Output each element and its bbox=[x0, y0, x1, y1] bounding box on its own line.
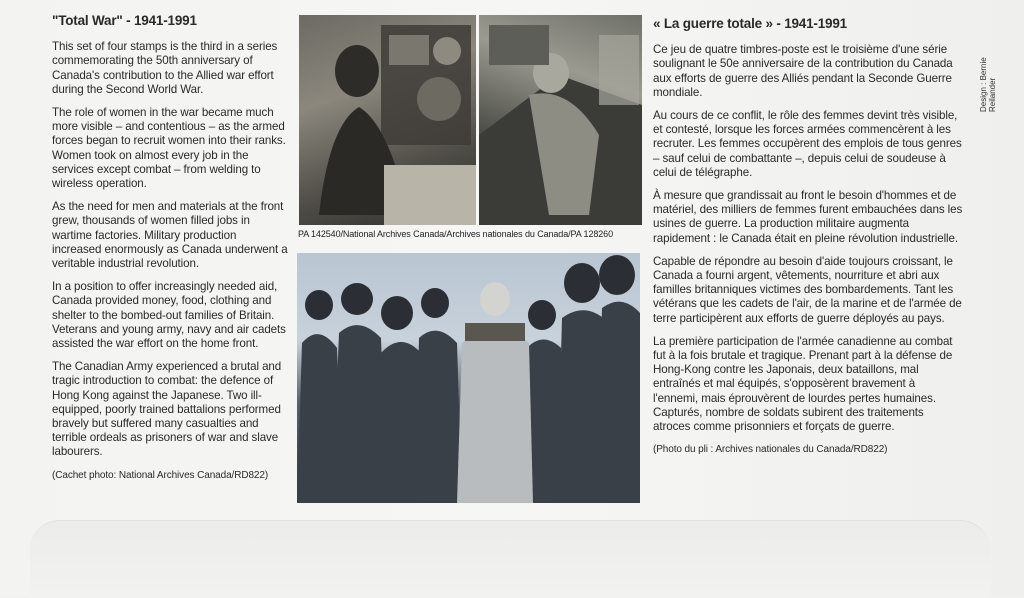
photo-air-cadets-art bbox=[297, 253, 640, 503]
english-paragraph: The Canadian Army experienced a brutal and tragic introduction to combat: the defence of Hong Kong against the Japanese. Two ill-equipped, poorly trained battalions performed bravely but suffered many casualties and terrible ordeals as prisoners of war and slave labourers. bbox=[52, 360, 282, 459]
photo-wireless-operator-art bbox=[299, 15, 476, 225]
photo-archive-caption: PA 142540/National Archives Canada/Archives nationales du Canada/PA 128260 bbox=[298, 229, 613, 239]
french-paragraph: Capable de répondre au besoin d'aide toujours croissant, le Canada a fourni argent, vêtements, nourriture et abri aux familles britanniques victimes des bombardements. Tant les vétérans que les cadets de l'air, de la marine et de l'armée de terre participèrent aux efforts de guerre déployés au pays. bbox=[653, 254, 962, 325]
photo-wireless-operator bbox=[299, 15, 476, 225]
french-title: « La guerre totale » - 1941-1991 bbox=[653, 16, 847, 31]
english-paragraph: This set of four stamps is the third in a series commemorating the 50th anniversary of Canada's contribution to the Allied war effort during the Second World War. bbox=[52, 40, 278, 96]
english-cachet-caption: (Cachet photo: National Archives Canada/RD822) bbox=[52, 469, 269, 481]
french-cachet-caption: (Photo du pli : Archives nationales du Canada/RD822) bbox=[653, 444, 888, 456]
english-title: "Total War" - 1941-1991 bbox=[52, 13, 197, 28]
photo-air-cadets bbox=[297, 253, 640, 503]
photo-factory-worker-art bbox=[479, 15, 642, 225]
english-column bbox=[52, 14, 288, 483]
english-paragraph: As the need for men and materials at the front grew, thousands of women filled jobs in wartime factories. Military production increased enormously as Canada underwent a veritable industrial revolution. bbox=[52, 200, 288, 271]
french-paragraph: La première participation de l'armée canadienne au combat fut à la fois brutale et tragique. Prenant part à la défense de Hong-Kong contre les Japonais, deux bataillons, mal entraînés et mal équipés, s'opposèrent bravement à l'ennemi, mais éprouvèrent de lourdes pertes humaines. Capturés, nombre de soldats subirent des traitements atroces comme prisonniers et forçats de guerre. bbox=[653, 334, 953, 434]
design-credit: Design : Bernie Reilander bbox=[979, 57, 997, 112]
french-paragraph: À mesure que grandissait au front le besoin d'hommes et de matériel, des milliers de femmes furent embauchées dans les usines de guerre. La production militaire augmenta rapidement : le Canada était en pleine révolution industrielle. bbox=[653, 189, 963, 245]
english-paragraph: The role of women in the war became much more visible – and contentious – as the armed forces began to recruit women into their ranks. Women took on almost every job in the services except combat – from welding to wireless operation. bbox=[52, 106, 286, 191]
envelope-flap bbox=[30, 520, 990, 598]
english-paragraph: In a position to offer increasingly needed aid, Canada provided money, food, clothing and shelter to the bombed-out families of Britain. Veterans and young army, navy and air cadets assisted the war effort on the home front. bbox=[52, 280, 286, 351]
photo-factory-worker bbox=[479, 15, 642, 225]
french-paragraph: Ce jeu de quatre timbres-poste est le troisième d'une série soulignant le 50e anniversaire de la contribution du Canada aux efforts de guerre des Alliés pendant la Seconde Guerre mondiale. bbox=[653, 43, 953, 99]
french-column bbox=[653, 17, 963, 457]
french-paragraph: Au cours de ce conflit, le rôle des femmes devint très visible, et contesté, lorsque les forces armées commencèrent à les recruter. Les femmes occupèrent des emplois de tous genres – sauf celui de combattante –, depuis celui de soudeuse à celui de télégraphe. bbox=[653, 109, 962, 179]
